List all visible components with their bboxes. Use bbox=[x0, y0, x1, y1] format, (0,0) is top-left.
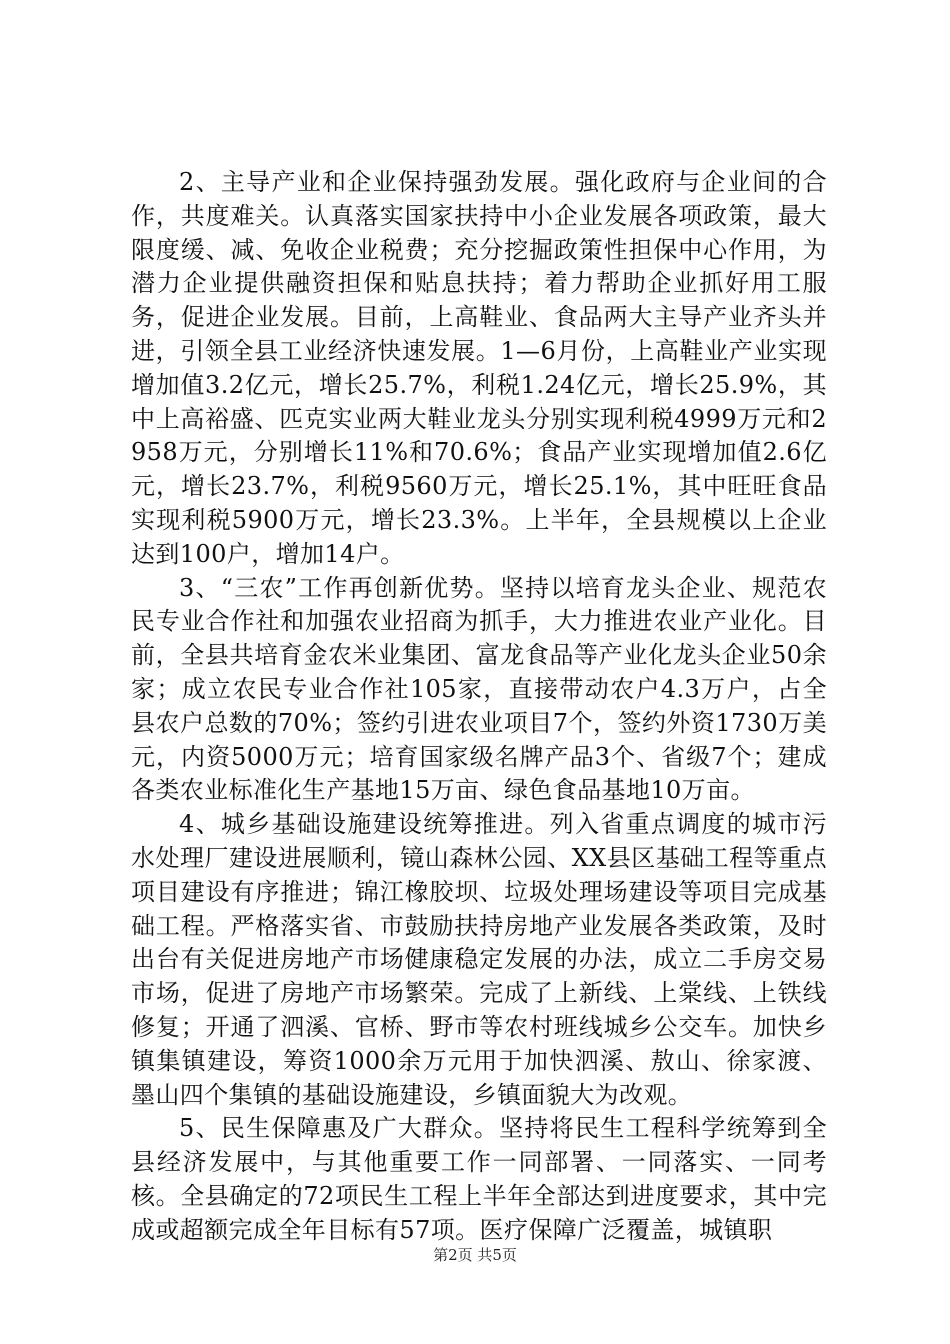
paragraph-livelihood: 5、民生保障惠及广大群众。坚持将民生工程科学统筹到全县经济发展中，与其他重要工作一同部署、一同落实、一同考核。全县确定的72项民生工程上半年全部达到进度要求，其中完成或超额完成全年目标有57项。医疗保障广泛覆盖，城镇职 bbox=[131, 1114, 827, 1244]
paragraph-industry: 2、主导产业和企业保持强劲发展。强化政府与企业间的合作，共度难关。认真落实国家扶持中小企业发展各项政策，最大限度缓、减、免收企业税费；充分挖掘政策性担保中心作用，为潜力企业提供融资担保和贴息扶持；着力帮助企业抓好用工服务，促进企业发展。目前，上高鞋业、食品两大主导产业齐头并进，引领全县工业经济快速发展。1—6月份，上高鞋业产业实现增加值3.2亿元，增长25.7%，利税1.24亿元，增长25.9%，其中上高裕盛、匹克实业两大鞋业龙头分别实现利税4999万元和2958万元，分别增长11%和70.6%；食品产业实现增加值2.6亿元，增长23.7%，利税9560万元，增长25.1%，其中旺旺食品实现利税5900万元，增长23.3%。上半年，全县规模以上企业达到100户，增加14户。 bbox=[131, 168, 827, 568]
paragraph-agriculture: 3、“三农”工作再创新优势。坚持以培育龙头企业、规范农民专业合作社和加强农业招商为抓手，大力推进农业产业化。目前，全县共培育金农米业集团、富龙食品等产业化龙头企业50余家；成立农民专业合作社105家，直接带动农户4.3万户，占全县农户总数的70%；签约引进农业项目7个，签约外资1730万美元，内资5000万元；培育国家级名牌产品3个、省级7个；建成各类农业标准化生产基地15万亩、绿色食品基地10万亩。 bbox=[131, 573, 827, 805]
document-body bbox=[131, 166, 827, 1248]
page-footer: 第2页 共5页 bbox=[433, 1246, 517, 1264]
paragraph-infrastructure: 4、城乡基础设施建设统筹推进。列入省重点调度的城市污水处理厂建设进展顺利，镜山森林公园、XX县区基础工程等重点项目建设有序推进；锦江橡胶坝、垃圾处理场建设等项目完成基础工程。严格落实省、市鼓励扶持房地产业发展各类政策，及时出台有关促进房地产市场健康稳定发展的办法，成立二手房交易市场，促进了房地产市场繁荣。完成了上新线、上棠线、上铁线修复；开通了泗溪、官桥、野市等农村班线城乡公交车。加快乡镇集镇建设，筹资1000余万元用于加快泗溪、敖山、徐家渡、墨山四个集镇的基础设施建设，乡镇面貌大为改观。 bbox=[131, 810, 827, 1109]
